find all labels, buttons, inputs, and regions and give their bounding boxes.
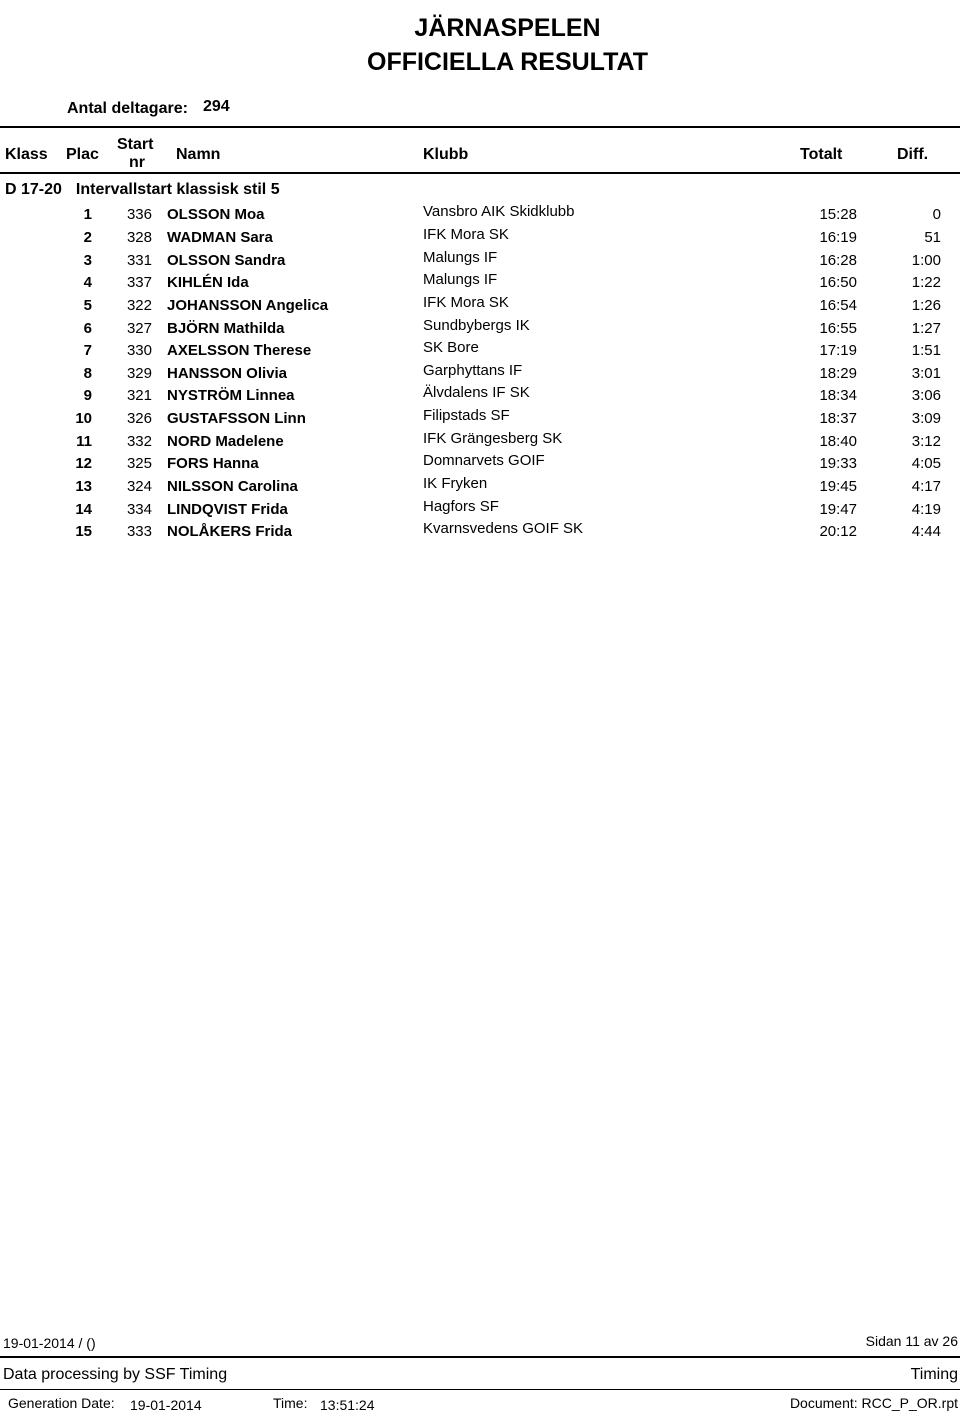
cell-total: 18:37 — [819, 410, 857, 427]
page-number: Sidan 11 av 26 — [865, 1333, 958, 1349]
cell-plac: 5 — [83, 297, 92, 314]
cell-plac: 13 — [75, 478, 92, 495]
cell-diff: 3:12 — [911, 433, 941, 450]
cell-club: Malungs IF — [423, 249, 498, 266]
footer-rule-bottom — [0, 1389, 960, 1390]
cell-total: 16:55 — [819, 320, 857, 337]
cell-name: BJÖRN Mathilda — [167, 320, 285, 337]
cell-name: NILSSON Carolina — [167, 478, 298, 495]
cell-total: 16:54 — [819, 297, 857, 314]
cell-total: 16:19 — [819, 229, 857, 246]
footer-rule-top — [0, 1356, 960, 1358]
cell-name: JOHANSSON Angelica — [167, 297, 329, 314]
cell-start: 321 — [126, 387, 152, 404]
generation-date-label: Generation Date: — [8, 1395, 115, 1411]
cell-diff: 4:19 — [911, 501, 941, 518]
cell-total: 16:28 — [819, 252, 857, 269]
page-subtitle: OFFICIELLA RESULTAT — [367, 48, 648, 76]
data-processing-label: Data processing by SSF Timing — [3, 1366, 228, 1383]
header-rule-bottom — [0, 172, 960, 174]
cell-start: 336 — [126, 206, 152, 223]
cell-diff: 4:44 — [911, 523, 941, 540]
section-heading — [5, 181, 280, 199]
footer-date: 19-01-2014 / () — [3, 1335, 96, 1351]
cell-diff: 51 — [924, 229, 941, 246]
cell-plac: 6 — [83, 320, 92, 337]
cell-club: Hagfors SF — [423, 498, 499, 515]
time-label: Time: — [273, 1395, 308, 1411]
cell-name: AXELSSON Therese — [167, 342, 312, 359]
participants-count: 294 — [203, 98, 230, 115]
section-klass: D 17-20 — [5, 181, 62, 198]
col-klass: Klass — [5, 146, 48, 163]
cell-plac: 15 — [75, 523, 92, 540]
table-row — [0, 203, 960, 228]
cell-name: NOLÅKERS Frida — [167, 523, 293, 540]
cell-start: 322 — [126, 297, 152, 314]
cell-club: Filipstads SF — [423, 407, 510, 424]
cell-club: SK Bore — [423, 339, 479, 356]
timing-label: Timing — [910, 1366, 958, 1383]
participants-label: Antal deltagare: — [67, 100, 188, 117]
table-row — [0, 475, 960, 500]
table-row — [0, 384, 960, 409]
cell-start: 324 — [126, 478, 152, 495]
cell-club: IFK Grängesberg SK — [423, 430, 563, 447]
cell-plac: 9 — [83, 387, 92, 404]
cell-club: Garphyttans IF — [423, 362, 523, 379]
generation-date-value: 19-01-2014 — [130, 1397, 202, 1413]
cell-name: WADMAN Sara — [167, 229, 273, 246]
cell-plac: 1 — [83, 206, 92, 223]
cell-start: 325 — [126, 455, 152, 472]
cell-plac: 10 — [75, 410, 92, 427]
table-row — [0, 339, 960, 364]
cell-name: OLSSON Moa — [167, 206, 265, 223]
col-start: Start — [117, 136, 154, 153]
cell-total: 19:47 — [819, 501, 857, 518]
col-diff: Diff. — [897, 146, 929, 163]
cell-club: IFK Mora SK — [423, 294, 509, 311]
cell-start: 337 — [126, 274, 152, 291]
cell-name: NYSTRÖM Linnea — [167, 387, 295, 404]
section-title: Intervallstart klassisk stil 5 — [75, 181, 280, 198]
cell-plac: 2 — [83, 229, 92, 246]
cell-total: 15:28 — [819, 206, 857, 223]
cell-total: 18:34 — [819, 387, 857, 404]
col-namn: Namn — [176, 146, 221, 163]
cell-club: Kvarnsvedens GOIF SK — [423, 520, 584, 537]
col-startnr: nr — [129, 154, 145, 171]
cell-total: 19:33 — [819, 455, 857, 472]
cell-diff: 4:17 — [911, 478, 941, 495]
cell-diff: 1:27 — [911, 320, 941, 337]
col-totalt: Totalt — [800, 146, 843, 163]
cell-total: 16:50 — [819, 274, 857, 291]
cell-plac: 11 — [76, 433, 92, 450]
table-row — [0, 452, 960, 477]
cell-start: 327 — [126, 320, 152, 337]
cell-diff: 3:06 — [911, 387, 941, 404]
cell-diff: 3:01 — [911, 365, 941, 382]
cell-name: GUSTAFSSON Linn — [167, 410, 306, 427]
cell-diff: 1:26 — [911, 297, 941, 314]
cell-diff: 0 — [932, 206, 941, 223]
cell-plac: 14 — [75, 501, 92, 518]
cell-start: 333 — [126, 523, 152, 540]
cell-club: IK Fryken — [423, 475, 488, 492]
cell-name: HANSSON Olivia — [167, 365, 288, 382]
cell-club: IFK Mora SK — [423, 226, 509, 243]
table-row — [0, 226, 960, 251]
cell-plac: 3 — [83, 252, 92, 269]
cell-start: 330 — [126, 342, 152, 359]
col-klubb: Klubb — [423, 146, 469, 163]
time-value: 13:51:24 — [320, 1397, 375, 1413]
cell-start: 331 — [126, 252, 152, 269]
cell-total: 19:45 — [819, 478, 857, 495]
cell-diff: 4:05 — [911, 455, 941, 472]
cell-club: Älvdalens IF SK — [423, 384, 530, 401]
cell-total: 18:29 — [819, 365, 857, 382]
cell-name: OLSSON Sandra — [167, 252, 286, 269]
cell-club: Sundbybergs IK — [423, 317, 530, 334]
cell-diff: 1:51 — [911, 342, 941, 359]
cell-name: LINDQVIST Frida — [167, 501, 288, 518]
cell-plac: 7 — [83, 342, 92, 359]
cell-start: 328 — [126, 229, 152, 246]
cell-total: 20:12 — [819, 523, 857, 540]
cell-plac: 4 — [83, 274, 92, 291]
document-label: Document: RCC_P_OR.rpt — [789, 1395, 958, 1411]
cell-total: 18:40 — [819, 433, 857, 450]
cell-club: Malungs IF — [423, 271, 498, 288]
cell-diff: 1:00 — [911, 252, 941, 269]
cell-name: KIHLÉN Ida — [167, 274, 249, 291]
cell-start: 334 — [126, 501, 152, 518]
cell-club: Domnarvets GOIF — [423, 452, 545, 469]
cell-diff: 1:22 — [911, 274, 941, 291]
cell-start: 329 — [126, 365, 152, 382]
col-plac: Plac — [66, 146, 99, 163]
cell-plac: 12 — [75, 455, 92, 472]
table-row — [0, 317, 960, 342]
cell-start: 332 — [126, 433, 152, 450]
page-title: JÄRNASPELEN — [414, 14, 601, 42]
cell-plac: 8 — [83, 365, 92, 382]
cell-diff: 3:09 — [911, 410, 941, 427]
cell-name: FORS Hanna — [167, 455, 259, 472]
table-row — [0, 294, 960, 319]
table-row — [0, 407, 960, 432]
cell-start: 326 — [126, 410, 152, 427]
cell-name: NORD Madelene — [167, 433, 284, 450]
header-rule-top — [0, 126, 960, 128]
table-row — [0, 271, 960, 296]
cell-total: 17:19 — [819, 342, 857, 359]
cell-club: Vansbro AIK Skidklubb — [423, 203, 575, 220]
table-row — [0, 520, 960, 545]
